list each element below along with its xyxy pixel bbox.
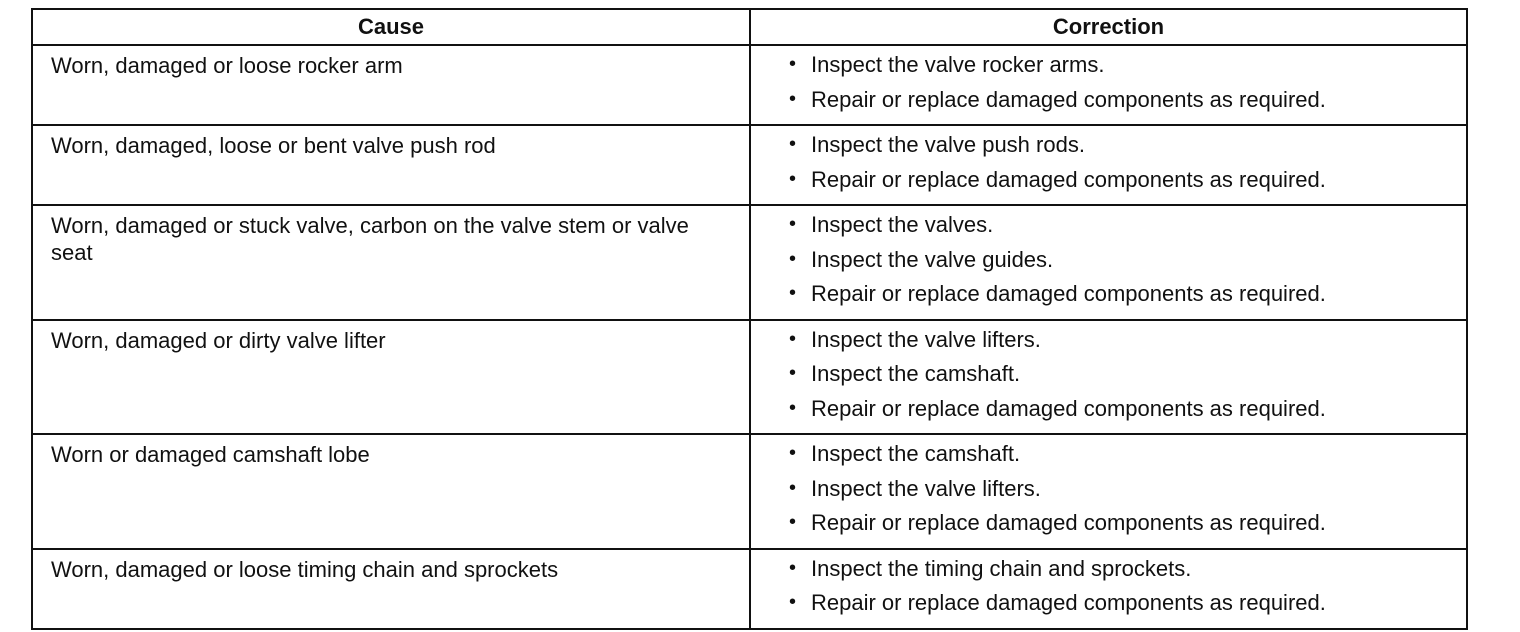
diagnostic-table bbox=[31, 8, 1468, 630]
table-row bbox=[32, 205, 1467, 320]
correction-column-header: Correction bbox=[750, 9, 1467, 45]
correction-item bbox=[789, 475, 1466, 510]
cause-cell: Worn or damaged camshaft lobe bbox=[32, 434, 750, 549]
table-header-row bbox=[32, 9, 1467, 45]
bullet-icon: • bbox=[789, 87, 797, 110]
bullet-icon: • bbox=[789, 53, 797, 75]
bullet-icon: • bbox=[789, 133, 797, 155]
correction-cell bbox=[750, 434, 1467, 549]
cause-cell: Worn, damaged or loose rocker arm bbox=[32, 45, 750, 125]
correction-text: Inspect the valve guides. bbox=[811, 246, 1054, 272]
cause-column-header: Cause bbox=[32, 9, 750, 45]
correction-text: Repair or replace damaged components as required. bbox=[811, 86, 1326, 112]
cause-cell: Worn, damaged or loose timing chain and sprockets bbox=[32, 549, 750, 629]
correction-text: Repair or replace damaged components as required. bbox=[811, 590, 1326, 615]
bullet-icon: • bbox=[789, 327, 797, 350]
correction-text: Repair or replace damaged components as required. bbox=[811, 510, 1326, 535]
correction-item bbox=[789, 589, 1466, 624]
correction-item bbox=[789, 360, 1466, 395]
bullet-icon: • bbox=[789, 591, 797, 613]
table-body bbox=[32, 45, 1467, 629]
bullet-icon: • bbox=[789, 556, 797, 579]
correction-text: Inspect the valves. bbox=[811, 212, 994, 237]
correction-cell bbox=[750, 320, 1467, 435]
correction-text: Inspect the camshaft. bbox=[811, 361, 1021, 386]
correction-list bbox=[789, 51, 1466, 120]
table-row bbox=[32, 320, 1467, 435]
cause-cell: Worn, damaged or stuck valve, carbon on the valve stem or valve seat bbox=[32, 205, 750, 320]
cause-cell: Worn, damaged, loose or bent valve push rod bbox=[32, 125, 750, 205]
correction-text: Inspect the valve lifters. bbox=[811, 326, 1041, 352]
correction-item bbox=[789, 51, 1466, 86]
correction-list bbox=[789, 555, 1466, 624]
correction-cell bbox=[750, 205, 1467, 320]
correction-cell bbox=[750, 549, 1467, 629]
bullet-icon: • bbox=[789, 167, 797, 190]
correction-list bbox=[789, 326, 1466, 430]
correction-text: Repair or replace damaged components as required. bbox=[811, 166, 1326, 192]
bullet-icon: • bbox=[789, 396, 797, 419]
correction-item bbox=[789, 395, 1466, 430]
correction-item bbox=[789, 131, 1466, 166]
bullet-icon: • bbox=[789, 476, 797, 499]
correction-item bbox=[789, 326, 1466, 361]
correction-item bbox=[789, 166, 1466, 201]
correction-text: Inspect the valve rocker arms. bbox=[811, 52, 1105, 77]
correction-item bbox=[789, 86, 1466, 121]
correction-list bbox=[789, 211, 1466, 315]
correction-item bbox=[789, 440, 1466, 475]
correction-list bbox=[789, 131, 1466, 200]
correction-list bbox=[789, 440, 1466, 544]
bullet-icon: • bbox=[789, 362, 797, 384]
table-row bbox=[32, 434, 1467, 549]
bullet-icon: • bbox=[789, 247, 797, 270]
bullet-icon: • bbox=[789, 213, 797, 235]
bullet-icon: • bbox=[789, 442, 797, 464]
correction-cell bbox=[750, 45, 1467, 125]
correction-text: Inspect the valve lifters. bbox=[811, 475, 1041, 501]
bullet-icon: • bbox=[789, 282, 797, 304]
table-row bbox=[32, 45, 1467, 125]
cause-cell: Worn, damaged or dirty valve lifter bbox=[32, 320, 750, 435]
correction-item bbox=[789, 211, 1466, 246]
correction-text: Inspect the camshaft. bbox=[811, 441, 1021, 466]
correction-text: Repair or replace damaged components as required. bbox=[811, 281, 1326, 306]
correction-text: Repair or replace damaged components as required. bbox=[811, 395, 1326, 421]
correction-item bbox=[789, 280, 1466, 315]
correction-cell bbox=[750, 125, 1467, 205]
correction-item bbox=[789, 555, 1466, 590]
correction-item bbox=[789, 509, 1466, 544]
bullet-icon: • bbox=[789, 511, 797, 533]
correction-text: Inspect the timing chain and sprockets. bbox=[811, 555, 1192, 581]
correction-item bbox=[789, 246, 1466, 281]
correction-text: Inspect the valve push rods. bbox=[811, 132, 1085, 157]
table-row bbox=[32, 125, 1467, 205]
table-row bbox=[32, 549, 1467, 629]
